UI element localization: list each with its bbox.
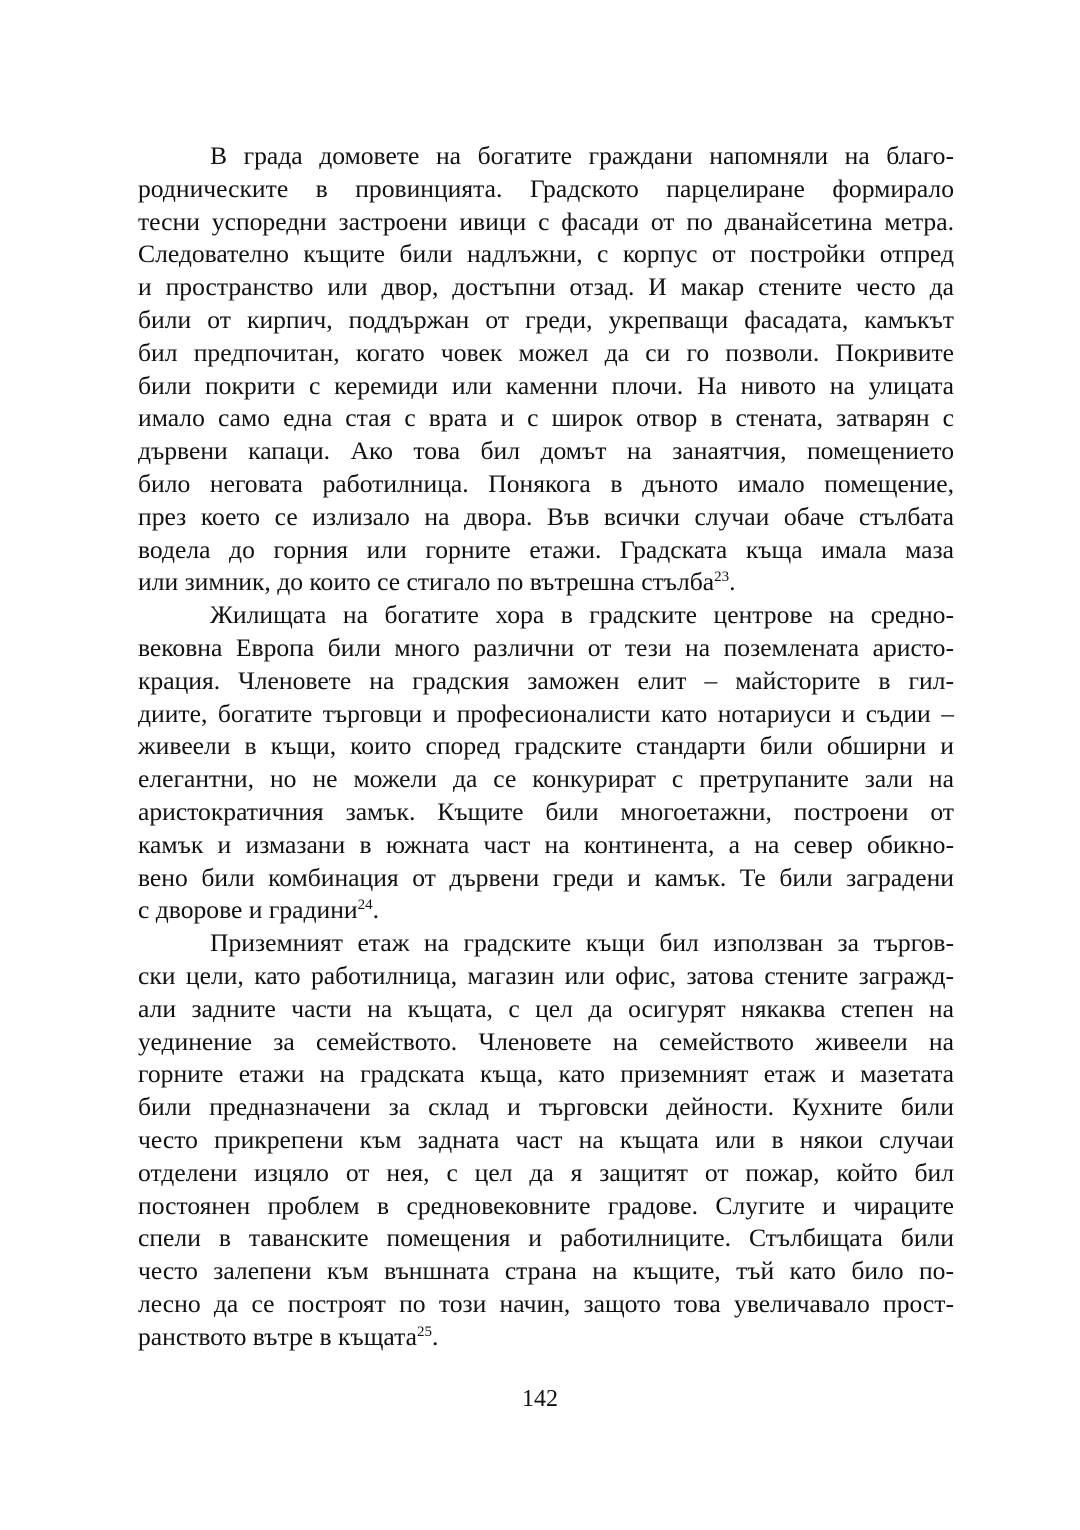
- text-line: тесни успоредни застроени ивици с фасади от по дванайсетина метра.: [138, 206, 954, 236]
- text-line: спели в таванските помещения и работилниците. Стълбищата били: [138, 1223, 954, 1253]
- text-line: уединение за семейството. Членовете на семейството живеели на: [138, 1026, 954, 1056]
- text-line: родническите в провинцията. Градското парцелиране формирало: [138, 173, 954, 203]
- text-line: били покрити с керемиди или каменни плочи. На нивото на улицата: [138, 370, 954, 400]
- sentence-end: .: [372, 895, 380, 925]
- text-line: горните етажи на градската къща, като приземният етаж и мазетата: [138, 1059, 954, 1089]
- text-line: диите, богатите търговци и професионалисти като нотариуси и съдии –: [138, 698, 954, 728]
- paragraph: [138, 599, 954, 927]
- text-line: вено били комбинация от дървени греди и камък. Те били заградени: [138, 862, 954, 892]
- text-line: али задните части на къщата, с цел да осигурят някаква степен на: [138, 993, 954, 1023]
- paragraph: [138, 927, 954, 1353]
- text-line: дървени капаци. Ако това бил домът на занаятчия, помещението: [138, 436, 954, 466]
- text-line: имало само една стая с врата и с широк отвор в стената, затварян с: [138, 403, 954, 433]
- footnote-marker: 24: [357, 897, 373, 914]
- sentence-end: .: [729, 567, 736, 597]
- text-line: били от кирпич, поддържан от греди, укрепващи фасадата, камъкът: [138, 304, 954, 334]
- text-line: камък и измазани в южната част на континента, а на север обикно-: [138, 829, 954, 859]
- text-line: Следователно къщите били надлъжни, с корпус от постройки отпред: [138, 239, 954, 269]
- text-line: или зимник, до които се стигало по вътрешна стълба$^{23}$.: [138, 567, 736, 597]
- sentence-end: .: [431, 1321, 439, 1351]
- text-line: бил предпочитан, когато човек можел да си го позволи. Покривите: [138, 337, 954, 367]
- text-line: често прикрепени към задната част на къщата или в някои случаи: [138, 1124, 954, 1154]
- text-line: Приземният етаж на градските къщи бил използван за търгов-: [210, 928, 954, 958]
- text-line: ски цели, като работилница, магазин или офис, затова стените загражд-: [138, 960, 954, 990]
- text-line: водела до горния или горните етажи. Градската къща имала маза: [138, 534, 954, 564]
- text-line: вековна Европа били много различни от тези на поземлената аристо-: [138, 632, 954, 662]
- footnote-marker: 25: [416, 1323, 432, 1340]
- text-line: били предназначени за склад и търговски дейности. Кухните били: [138, 1092, 954, 1122]
- text-line: и пространство или двор, достъпни отзад. И макар стените често да: [138, 272, 954, 302]
- paragraph: [138, 140, 954, 599]
- text-line: живеели в къщи, които според градските стандарти били обширни и: [138, 731, 954, 761]
- text-line: през което се излизало на двора. Във всички случаи обаче стълбата: [138, 501, 954, 531]
- text-line: често залепени към външната страна на къщите, тъй като било по-: [138, 1256, 954, 1286]
- text-line: аристократичния замък. Къщите били многоетажни, построени от: [138, 796, 954, 826]
- text-line: било неговата работилница. Понякога в дъното имало помещение,: [138, 468, 954, 498]
- text-line: В града домовете на богатите граждани напомняли на благо-: [210, 141, 954, 170]
- text-line: крация. Членовете на градския заможен елит – майсторите в гил-: [138, 665, 954, 695]
- text-line: постоянен проблем в средновековните градове. Слугите и чираците: [138, 1190, 954, 1220]
- text-line: с дворове и градини$^{24}$.: [138, 895, 380, 925]
- text-line: Жилищата на богатите хора в градските центрове на средно-: [210, 600, 954, 630]
- text-line: елегантни, но не можели да се конкурират с претрупаните зали на: [138, 764, 954, 794]
- text-line: отделени изцяло от нея, с цел да я защитят от пожар, който бил: [138, 1157, 954, 1187]
- text-line: лесно да се построят по този начин, защото това увеличавало прост-: [138, 1288, 954, 1318]
- body-text: [138, 140, 954, 1353]
- footnote-marker: 23: [714, 569, 730, 586]
- text-line: ранството вътре в къщата$^{25}$.: [138, 1321, 439, 1351]
- page-number: 142: [522, 1386, 558, 1412]
